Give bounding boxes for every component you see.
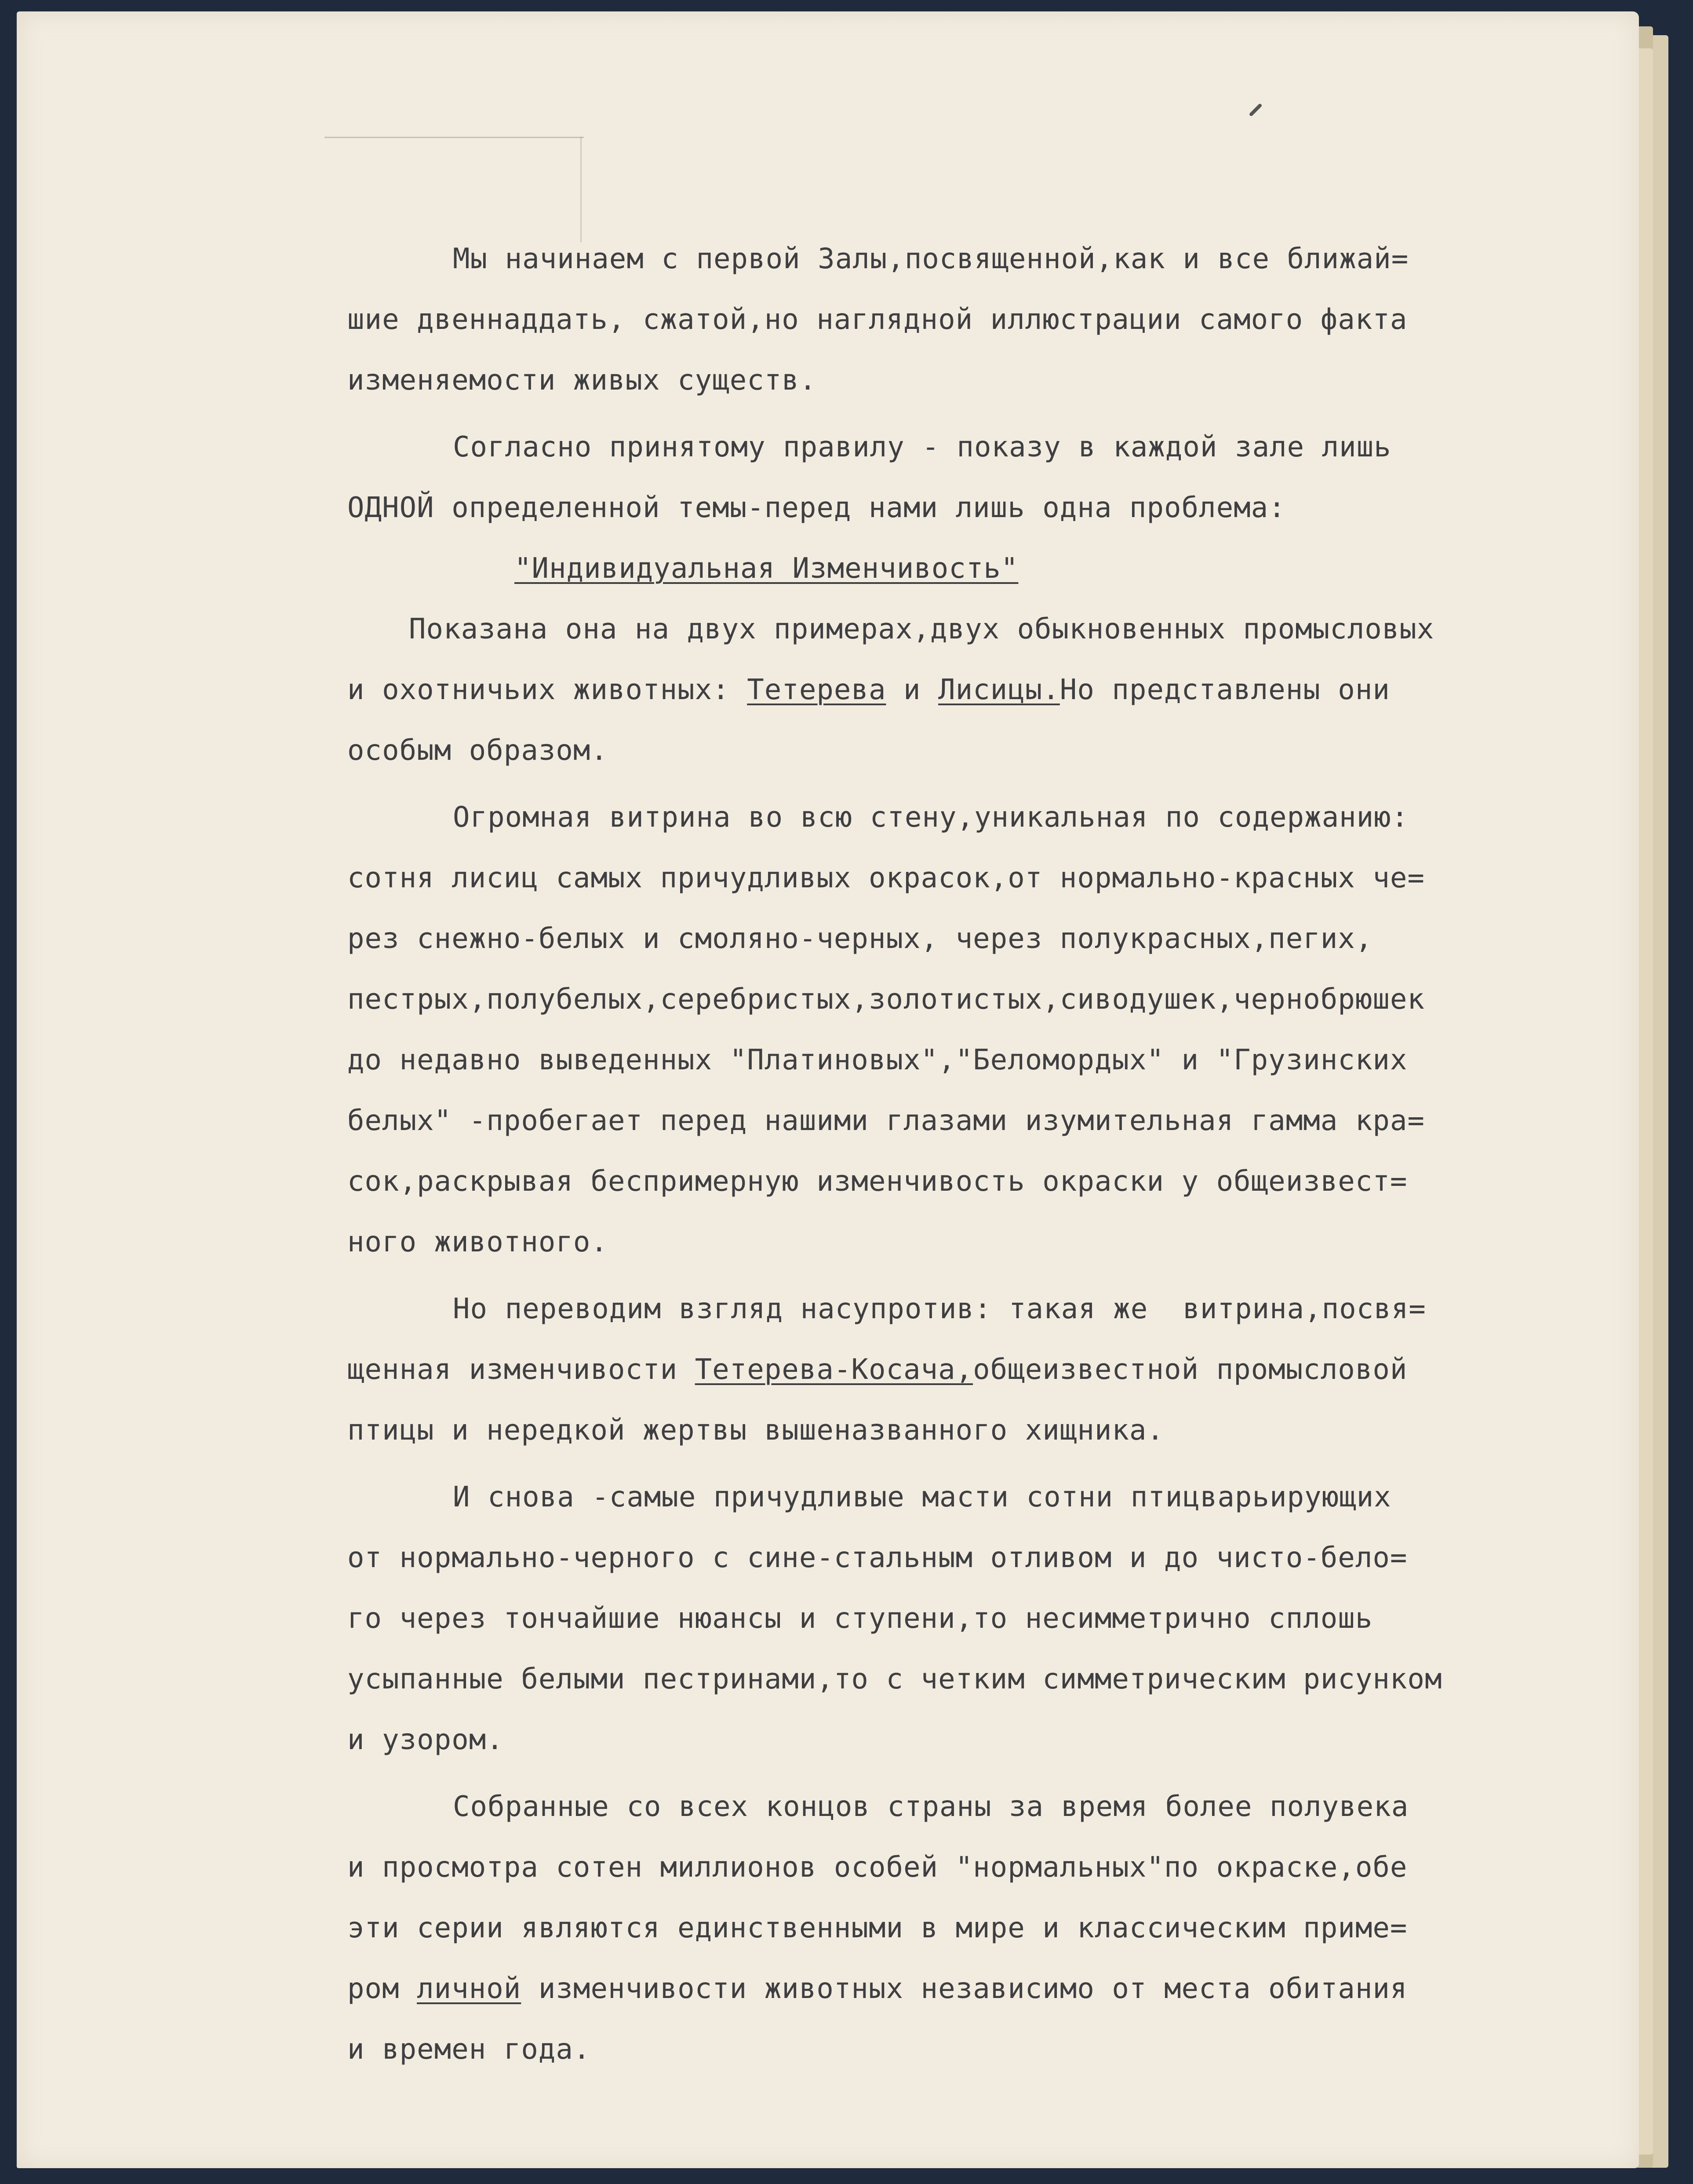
pencil-mark bbox=[324, 137, 584, 138]
text-line: и просмотра сотен миллионов особей "нормальных"по окраске,обе bbox=[347, 1851, 1408, 1884]
text-fragment: щенная изменчивости bbox=[347, 1353, 695, 1386]
section-heading bbox=[347, 538, 1600, 599]
underlined-term: Лисицы. bbox=[938, 674, 1060, 706]
text-line: пестрых,полубелых,серебристых,золотистых,сиводушек,чернобрюшек bbox=[347, 983, 1425, 1016]
text-line: Огромная витрина во всю стену,уникальная по содержанию: bbox=[453, 801, 1409, 834]
heading-text: "Индивидуальная Изменчивость" bbox=[514, 552, 1019, 585]
text-line bbox=[347, 1958, 1600, 2019]
ink-mark bbox=[1249, 103, 1262, 117]
text-fragment: Но представлены они bbox=[1059, 674, 1390, 706]
text-line: и времен года. bbox=[347, 2033, 591, 2066]
text-line bbox=[347, 1339, 1600, 1400]
document-body bbox=[347, 229, 1600, 2080]
text-line: Но переводим взгляд насупротив: такая же витрина,посвя= bbox=[453, 1293, 1426, 1325]
text-line: ного животного. bbox=[347, 1226, 608, 1258]
text-line: Согласно принятому правилу - показу в каждой зале лишь bbox=[453, 431, 1391, 463]
text-line: сок,раскрывая беспримерную изменчивость окраски у общеизвест= bbox=[347, 1165, 1408, 1198]
text-line: птицы и нередкой жертвы вышеназванного хищника. bbox=[347, 1414, 1164, 1447]
text-line: Собранные со всех концов страны за время более полувека bbox=[453, 1790, 1409, 1823]
text-line: от нормально-черного с сине-стальным отливом и до чисто-бело= bbox=[347, 1542, 1408, 1574]
underlined-term: Тетерева-Косача, bbox=[695, 1353, 973, 1386]
text-line: усыпанные белыми пестринами,то с четким симметрическим рисунком bbox=[347, 1663, 1442, 1695]
underlined-term: личной bbox=[417, 1973, 521, 2005]
text-line: ОДНОЙ определенной темы-перед нами лишь одна проблема: bbox=[347, 492, 1286, 524]
text-line: сотня лисиц самых причудливых окрасок,от нормально-красных че= bbox=[347, 862, 1425, 894]
pencil-mark bbox=[580, 137, 582, 242]
text-line: Показана она на двух примерах,двух обыкновенных промысловых bbox=[409, 613, 1434, 645]
text-line: шие двеннаддать, сжатой,но наглядной иллюстрации самого факта bbox=[347, 303, 1408, 336]
text-line: изменяемости живых существ. bbox=[347, 364, 817, 397]
text-line: эти серии являются единственными в мире и классическим приме= bbox=[347, 1912, 1408, 1944]
text-line bbox=[347, 660, 1600, 720]
text-line: белых" -пробегает перед нашими глазами изумительная гамма кра= bbox=[347, 1105, 1425, 1137]
text-fragment: изменчивости животных независимо от места обитания bbox=[521, 1973, 1408, 2005]
underlined-term: Тетерева bbox=[747, 674, 886, 706]
text-line: И снова -самые причудливые масти сотни птицварьирующих bbox=[453, 1481, 1391, 1513]
text-fragment: общеизвестной промысловой bbox=[973, 1353, 1408, 1386]
text-line: до недавно выведенных "Платиновых","Беломордых" и "Грузинских bbox=[347, 1044, 1408, 1076]
text-line: го через тончайшие нюансы и ступени,то несимметрично сплошь bbox=[347, 1602, 1373, 1635]
text-line: особым образом. bbox=[347, 734, 608, 767]
text-fragment: и bbox=[886, 674, 939, 706]
text-line: и узором. bbox=[347, 1724, 504, 1756]
text-line: Мы начинаем с первой Залы,посвященной,как и все ближай= bbox=[453, 243, 1409, 275]
text-fragment: ром bbox=[347, 1973, 417, 2005]
text-fragment: и охотничьих животных: bbox=[347, 674, 747, 706]
text-line: рез снежно-белых и смоляно-черных, через полукрасных,пегих, bbox=[347, 922, 1373, 955]
